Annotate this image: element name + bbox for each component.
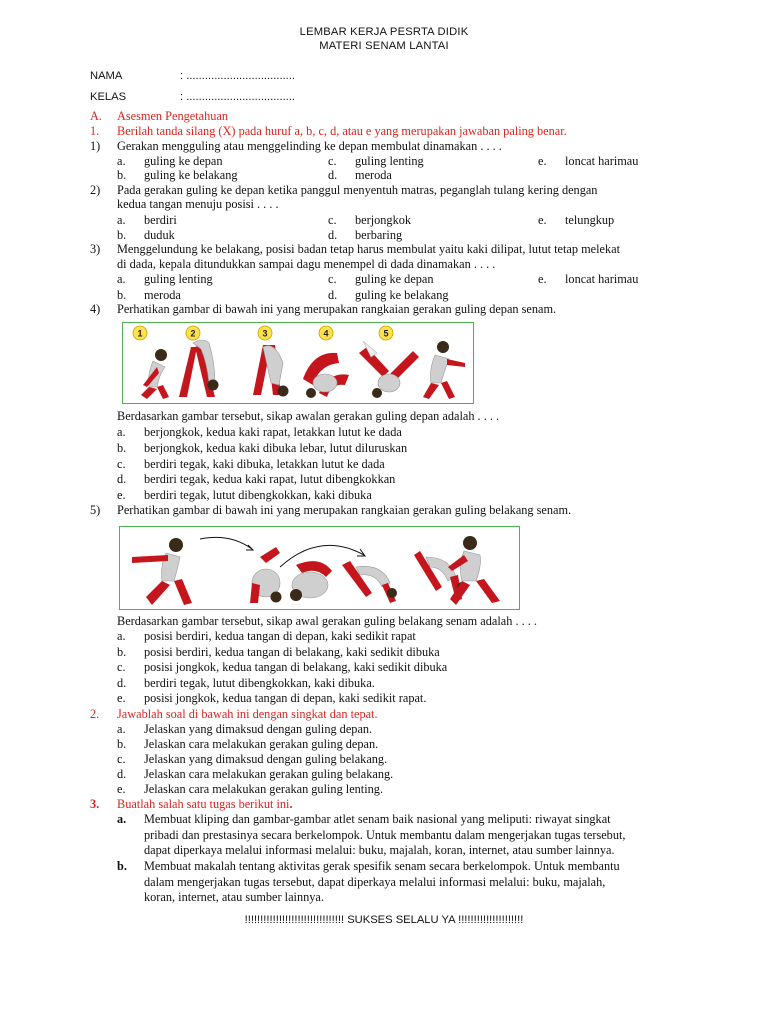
gymnast-figure-4 — [303, 353, 349, 398]
part1-instruction: Berilah tanda silang (X) pada huruf a, b, c, d, atau e yang merupakan jawaban paling benar. — [117, 124, 567, 138]
q2-option-a[interactable]: berdiri — [144, 213, 177, 227]
backward-roll-sequence-image — [119, 526, 520, 610]
q3-option-a[interactable]: guling lenting — [144, 272, 213, 286]
q1-option-b-key[interactable]: b. — [117, 168, 127, 182]
q3-option-d-key[interactable]: d. — [328, 288, 338, 302]
gymnast-figure-5 — [359, 341, 419, 398]
motion-arrows — [200, 537, 365, 567]
forward-roll-sequence-image — [122, 322, 474, 404]
q4-option-d[interactable]: berdiri tegak, kedua kaki rapat, lutut dibengkokkan — [144, 472, 396, 486]
q5-option-b[interactable]: posisi berdiri, kedua tangan di belakang, kaki sedikit dibuka — [144, 645, 440, 659]
q5-option-a[interactable]: posisi berdiri, kedua tangan di depan, kaki sedikit rapat — [144, 629, 416, 643]
q1-option-c[interactable]: guling lenting — [355, 154, 424, 168]
page-title: LEMBAR KERJA PESRTA DIDIK — [299, 26, 469, 38]
q1-option-a-key[interactable]: a. — [117, 154, 126, 168]
q5-option-e-key[interactable]: e. — [117, 691, 126, 705]
q2-number: 2) — [90, 183, 101, 197]
q3-option-a-key[interactable]: a. — [117, 272, 126, 286]
part2-item-b-key: b. — [117, 737, 127, 751]
q4-option-c-key[interactable]: c. — [117, 457, 126, 471]
gymnast-figure-c — [290, 561, 332, 601]
q5-option-c-key[interactable]: c. — [117, 660, 126, 674]
q3-option-b[interactable]: meroda — [144, 288, 181, 302]
step-badge-5 — [379, 326, 393, 340]
step-badge-1 — [133, 326, 147, 340]
q2-text-line1: Pada gerakan guling ke depan ketika panggul menyentuh matras, peganglah tulang kering dengan — [117, 183, 598, 197]
part2-item-e: Jelaskan cara melakukan gerakan guling lenting. — [144, 782, 384, 796]
q5-option-e[interactable]: posisi jongkok, kedua tangan di depan, kaki sedikit rapat. — [144, 691, 427, 705]
step-badge-3 — [258, 326, 272, 340]
part3-number: 3. — [90, 797, 100, 811]
class-label: KELAS — [90, 91, 127, 103]
part3-task-a-line3: dapat diperkaya melalui informasi melalui: buku, majalah, koran, internet, atau sumber lainnya. — [144, 843, 615, 857]
part2-item-b: Jelaskan cara melakukan gerakan guling depan. — [144, 737, 379, 751]
part2-item-e-key: e. — [117, 782, 126, 796]
q4-number: 4) — [90, 302, 101, 316]
q3-text-line1: Menggelundung ke belakang, posisi badan tetap harus membulat yaitu kaki dilipat, lutut tetap melekat — [117, 242, 621, 256]
section-a-letter: A. — [90, 109, 102, 123]
part3-task-a-line2: pribadi dan prestasinya secara berkelompok. Untuk membantu dalam mengerjakan tugas tersebut, — [144, 827, 626, 842]
gymnast-figure-1 — [141, 349, 169, 399]
q2-option-a-key[interactable]: a. — [117, 213, 126, 227]
part2-item-a-key: a. — [117, 722, 126, 736]
q3-option-e-key[interactable]: e. — [538, 272, 547, 286]
part3-task-b-key: b. — [117, 859, 127, 873]
q1-option-b[interactable]: guling ke belakang — [144, 168, 238, 182]
gymnast-figure-f — [448, 536, 500, 605]
q4-option-b[interactable]: berjongkok, kedua kaki dibuka lebar, lutut diluruskan — [144, 441, 408, 455]
footer-message: !!!!!!!!!!!!!!!!!!!!!!!!!!!!!!!! SUKSES SELALU YA !!!!!!!!!!!!!!!!!!!!! — [244, 914, 524, 926]
q5-option-d-key[interactable]: d. — [117, 676, 127, 690]
q2-option-e-key[interactable]: e. — [538, 213, 547, 227]
q4-option-b-key[interactable]: b. — [117, 441, 127, 455]
forward-roll-illustration — [123, 323, 473, 403]
page-subtitle: MATERI SENAM LANTAI — [319, 40, 449, 52]
part3-instruction-text: Buatlah salah satu tugas berikut ini — [117, 797, 290, 811]
part2-item-c: Jelaskan yang dimaksud dengan guling belakang. — [144, 752, 388, 766]
q3-option-c[interactable]: guling ke depan — [355, 272, 434, 286]
name-field[interactable]: : ................................... — [180, 70, 296, 82]
step-number-3: 3 — [262, 328, 268, 339]
q2-option-c-key[interactable]: c. — [328, 213, 337, 227]
q3-text-line2: di dada, kepala ditundukkan sampai dagu menempel di dada dinamakan . . . . — [117, 257, 496, 271]
q4-text: Perhatikan gambar di bawah ini yang merupakan rangkaian gerakan guling depan senam. — [117, 302, 557, 316]
q2-option-e[interactable]: telungkup — [565, 213, 615, 227]
part2-item-c-key: c. — [117, 752, 126, 766]
part2-item-d: Jelaskan cara melakukan gerakan guling belakang. — [144, 767, 394, 781]
q1-option-a[interactable]: guling ke depan — [144, 154, 223, 168]
part3-task-b — [144, 859, 680, 906]
q5-option-a-key[interactable]: a. — [117, 629, 126, 643]
gymnast-figure-d — [342, 561, 397, 603]
q4-option-e[interactable]: berdiri tegak, lutut dibengkokkan, kaki dibuka — [144, 488, 372, 502]
q2-option-d[interactable]: berbaring — [355, 228, 403, 242]
q1-option-e[interactable]: loncat harimau — [565, 154, 639, 168]
q1-option-d-key[interactable]: d. — [328, 168, 338, 182]
part2-item-d-key: d. — [117, 767, 127, 781]
q2-option-b-key[interactable]: b. — [117, 228, 127, 242]
part2-item-a: Jelaskan yang dimaksud dengan guling depan. — [144, 722, 373, 736]
gymnast-figure-3 — [253, 345, 289, 397]
part3-instruction: Buatlah salah satu tugas berikut ini. — [117, 797, 293, 811]
q3-option-c-key[interactable]: c. — [328, 272, 337, 286]
q4-option-d-key[interactable]: d. — [117, 472, 127, 486]
part3-task-a — [144, 812, 680, 859]
q4-option-a[interactable]: berjongkok, kedua kaki rapat, letakkan lutut ke dada — [144, 425, 402, 439]
q2-text-line2: kedua tangan menuju posisi . . . . — [117, 197, 279, 211]
q3-option-d[interactable]: guling ke belakang — [355, 288, 449, 302]
part2-number: 2. — [90, 707, 100, 721]
step-number-5: 5 — [383, 328, 389, 339]
part3-task-b-line1: Membuat makalah tentang aktivitas gerak spesifik senam secara berkelompok. Untuk membantu — [144, 859, 620, 873]
step-number-1: 1 — [137, 328, 143, 339]
part3-task-b-line3: koran, internet, atau sumber lainnya. — [144, 890, 324, 904]
class-field[interactable]: : ................................... — [180, 91, 296, 103]
part2-instruction: Jawablah soal di bawah ini dengan singkat dan tepat. — [117, 707, 378, 721]
gymnast-figure-a — [132, 538, 192, 605]
backward-roll-illustration — [120, 527, 519, 609]
step-badge-2 — [186, 326, 200, 340]
q5-option-c[interactable]: posisi jongkok, kedua tangan di belakang, kaki sedikit dibuka — [144, 660, 448, 674]
q4-option-a-key[interactable]: a. — [117, 425, 126, 439]
q5-number: 5) — [90, 503, 101, 517]
q2-option-b[interactable]: duduk — [144, 228, 175, 242]
q1-option-d[interactable]: meroda — [355, 168, 392, 182]
part3-task-a-line1: Membuat kliping dan gambar-gambar atlet senam baik nasional yang meliputi: riwayat singkat — [144, 812, 611, 826]
q4-option-c[interactable]: berdiri tegak, kaki dibuka, letakkan lutut ke dada — [144, 457, 385, 471]
step-number-4: 4 — [323, 328, 329, 339]
gymnast-figure-2 — [179, 340, 219, 397]
part3-task-a-key: a. — [117, 812, 127, 826]
q4-question: Berdasarkan gambar tersebut, sikap awalan gerakan guling depan adalah . . . . — [117, 409, 500, 423]
q5-option-d[interactable]: berdiri tegak, lutut dibengkokkan, kaki dibuka. — [144, 676, 375, 690]
q5-question: Berdasarkan gambar tersebut, sikap awal gerakan guling belakang senam adalah . . . . — [117, 614, 537, 628]
q3-option-e[interactable]: loncat harimau — [565, 272, 639, 286]
name-label: NAMA — [90, 70, 123, 82]
q4-option-e-key[interactable]: e. — [117, 488, 126, 502]
q3-option-b-key[interactable]: b. — [117, 288, 127, 302]
q5-option-b-key[interactable]: b. — [117, 645, 127, 659]
step-number-2: 2 — [190, 328, 196, 339]
gymnast-figure-b — [250, 547, 282, 603]
q1-number: 1) — [90, 139, 101, 153]
q2-option-d-key[interactable]: d. — [328, 228, 338, 242]
step-badge-4 — [319, 326, 333, 340]
q2-option-c[interactable]: berjongkok — [355, 213, 412, 227]
section-a-title: Asesmen Pengetahuan — [117, 109, 228, 123]
q1-text: Gerakan mengguling atau menggelinding ke depan membulat dinamakan . . . . — [117, 139, 502, 153]
gymnast-figure-6 — [423, 341, 465, 399]
q3-number: 3) — [90, 242, 101, 256]
part1-number: 1. — [90, 124, 100, 138]
q5-text: Perhatikan gambar di bawah ini yang merupakan rangkaian gerakan guling belakang senam. — [117, 503, 572, 517]
q1-option-e-key[interactable]: e. — [538, 154, 547, 168]
q1-option-c-key[interactable]: c. — [328, 154, 337, 168]
part3-task-b-line2: dalam mengerjakan tugas tersebut, dapat diperkaya melalui informasi melalui: buku, majalah, — [144, 874, 606, 889]
